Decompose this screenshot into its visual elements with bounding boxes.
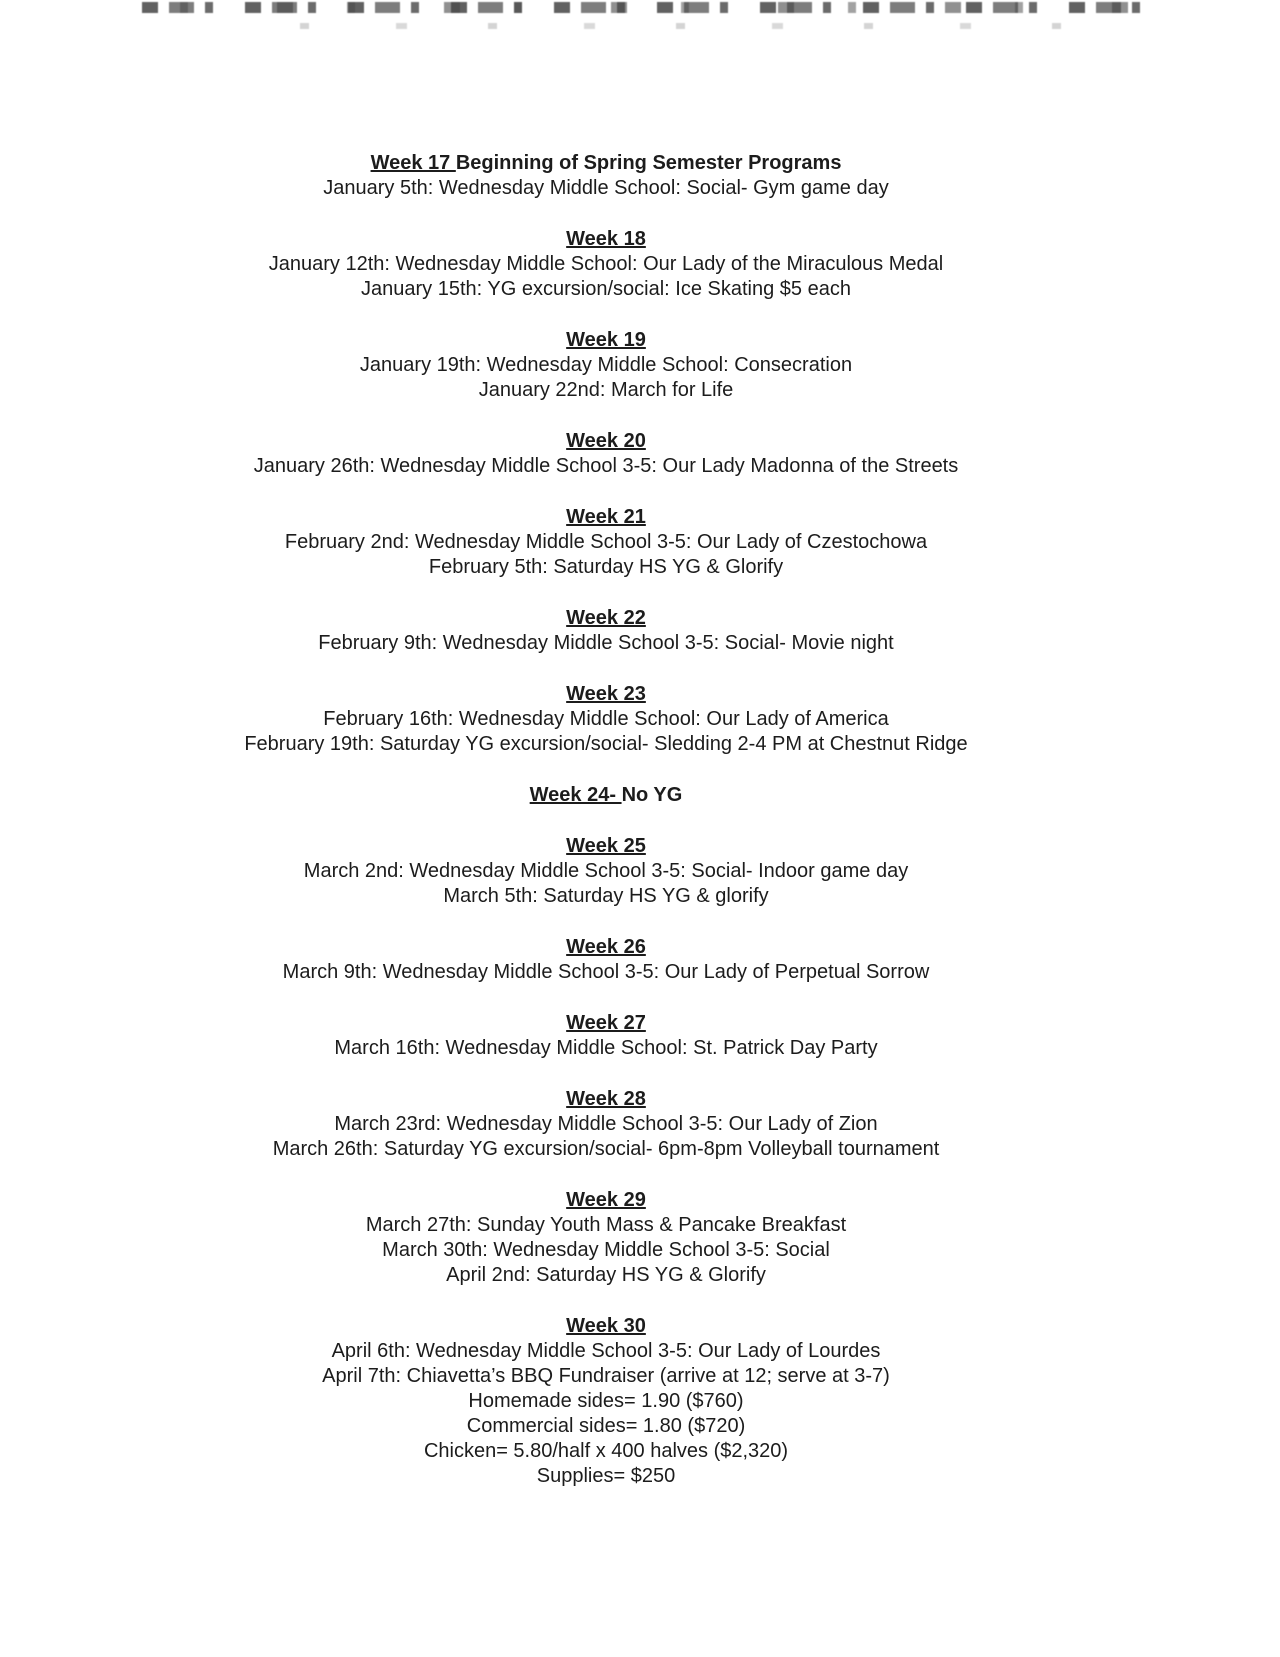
event-line: February 9th: Wednesday Middle School 3-5: Social- Movie night — [318, 632, 894, 654]
week-heading-underlined-text: Week 17 — [370, 152, 456, 174]
event-line: January 5th: Wednesday Middle School: Social- Gym game day — [323, 177, 889, 199]
week-heading-underlined-text: Week 25 — [566, 835, 646, 857]
week-heading-underlined-text: Week 22 — [566, 607, 646, 629]
schedule-document — [0, 151, 1280, 1515]
week-heading — [0, 1188, 1212, 1213]
event-line: February 5th: Saturday HS YG & Glorify — [428, 556, 784, 578]
week-section — [0, 1314, 1212, 1489]
event-line: February 16th: Wednesday Middle School: Our Lady of America — [323, 708, 889, 730]
week-heading — [0, 935, 1212, 960]
week-heading — [0, 1011, 1212, 1036]
week-heading-underlined-text: Week 19 — [566, 329, 646, 351]
event-line: March 30th: Wednesday Middle School 3-5: Social — [382, 1239, 830, 1261]
week-section — [0, 834, 1212, 909]
event-line: Commercial sides= 1.80 ($720) — [466, 1415, 746, 1437]
week-heading — [0, 429, 1212, 454]
week-heading-underlined-text: Week 18 — [566, 228, 646, 250]
event-line: January 12th: Wednesday Middle School: Our Lady of the Miraculous Medal — [268, 253, 944, 275]
week-heading-underlined-text: Week 27 — [566, 1012, 646, 1034]
week-heading-underlined-text: Week 24- — [529, 784, 622, 806]
event-line: Supplies= $250 — [536, 1465, 676, 1487]
week-heading-underlined-text: Week 30 — [566, 1315, 646, 1337]
week-heading-underlined-text: Week 23 — [566, 683, 646, 705]
week-section — [0, 606, 1212, 656]
week-section — [0, 1087, 1212, 1162]
cutoff-text-fragments-faint — [300, 23, 1130, 29]
event-line: Homemade sides= 1.90 ($760) — [468, 1390, 744, 1412]
week-heading — [0, 1087, 1212, 1112]
week-heading — [0, 783, 1212, 808]
week-heading — [0, 1314, 1212, 1339]
event-line: April 6th: Wednesday Middle School 3-5: Our Lady of Lourdes — [331, 1340, 881, 1362]
week-heading-underlined-text: Week 26 — [566, 936, 646, 958]
week-section — [0, 429, 1212, 479]
week-heading — [0, 606, 1212, 631]
week-heading-rest-text: No YG — [621, 784, 683, 806]
week-section — [0, 935, 1212, 985]
event-line: April 2nd: Saturday HS YG & Glorify — [446, 1264, 766, 1286]
week-heading — [0, 227, 1212, 252]
event-line: January 19th: Wednesday Middle School: Consecration — [359, 354, 853, 376]
event-line: January 26th: Wednesday Middle School 3-5: Our Lady Madonna of the Streets — [253, 455, 959, 477]
week-heading — [0, 151, 1212, 176]
week-heading-underlined-text: Week 28 — [566, 1088, 646, 1110]
week-heading — [0, 328, 1212, 353]
week-heading-underlined-text: Week 20 — [566, 430, 646, 452]
week-heading-underlined-text: Week 21 — [566, 506, 646, 528]
event-line: February 2nd: Wednesday Middle School 3-5: Our Lady of Czestochowa — [284, 531, 928, 553]
event-line: April 7th: Chiavetta’s BBQ Fundraiser (arrive at 12; serve at 3-7) — [322, 1365, 890, 1387]
event-line: January 22nd: March for Life — [478, 379, 734, 401]
scan-artifact-top — [0, 0, 1280, 40]
event-line: Chicken= 5.80/half x 400 halves ($2,320) — [423, 1440, 789, 1462]
cutoff-text-fragments — [142, 2, 1162, 13]
event-line: January 15th: YG excursion/social: Ice Skating $5 each — [361, 278, 851, 300]
week-heading — [0, 682, 1212, 707]
week-section — [0, 328, 1212, 403]
event-line: March 16th: Wednesday Middle School: St. Patrick Day Party — [334, 1037, 878, 1059]
event-line: March 5th: Saturday HS YG & glorify — [443, 885, 769, 907]
week-section — [0, 227, 1212, 302]
week-section — [0, 1011, 1212, 1061]
event-line: March 2nd: Wednesday Middle School 3-5: Social- Indoor game day — [303, 860, 909, 882]
event-line: March 9th: Wednesday Middle School 3-5: Our Lady of Perpetual Sorrow — [282, 961, 930, 983]
event-line: February 19th: Saturday YG excursion/social- Sledding 2-4 PM at Chestnut Ridge — [244, 733, 968, 755]
event-line: March 27th: Sunday Youth Mass & Pancake Breakfast — [365, 1214, 847, 1236]
week-section — [0, 1188, 1212, 1288]
week-section — [0, 783, 1212, 808]
event-line: March 26th: Saturday YG excursion/social- 6pm-8pm Volleyball tournament — [272, 1138, 940, 1160]
week-section — [0, 151, 1212, 201]
week-heading-rest-text: Beginning of Spring Semester Programs — [455, 152, 842, 174]
week-heading — [0, 834, 1212, 859]
event-line: March 23rd: Wednesday Middle School 3-5: Our Lady of Zion — [334, 1113, 878, 1135]
week-heading-underlined-text: Week 29 — [566, 1189, 646, 1211]
week-heading — [0, 505, 1212, 530]
week-section — [0, 505, 1212, 580]
week-section — [0, 682, 1212, 757]
